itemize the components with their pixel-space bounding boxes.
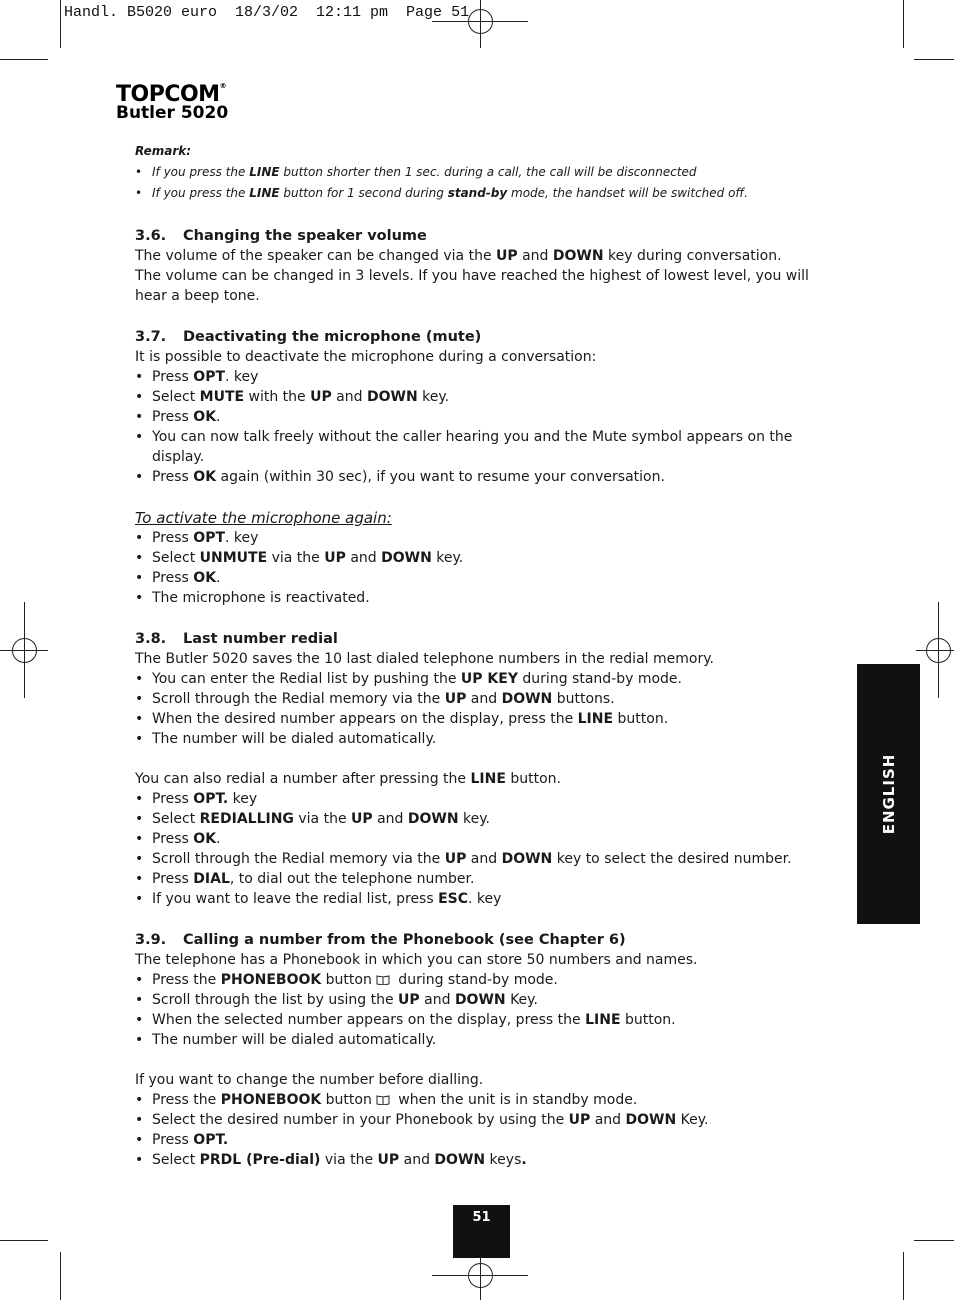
paragraph: It is possible to deactivate the microphone during a conversation: bbox=[135, 349, 597, 365]
list-item: • Scroll through the Redial memory via the UP and DOWN key to select the desired number. bbox=[135, 849, 840, 869]
paragraph: If you want to change the number before dialling. bbox=[135, 1072, 484, 1088]
paragraph: The telephone has a Phonebook in which you can store 50 numbers and names. bbox=[135, 952, 698, 968]
list-item: • Press the PHONEBOOK button when the unit is in standby mode. bbox=[135, 1090, 840, 1110]
list-item: • Press OK. bbox=[135, 407, 840, 427]
list-item: • The microphone is reactivated. bbox=[135, 588, 840, 608]
phonebook-icon bbox=[376, 1095, 390, 1105]
list-item: • Select MUTE with the UP and DOWN key. bbox=[135, 387, 840, 407]
list-item: • Scroll through the Redial memory via the UP and DOWN buttons. bbox=[135, 689, 840, 709]
list-item: • Press OPT. key bbox=[135, 789, 840, 809]
remark-item: • If you press the LINE button for 1 second during stand-by mode, the handset will be switched off. bbox=[135, 183, 840, 204]
language-tab: ENGLISH bbox=[857, 664, 920, 924]
subheading: To activate the microphone again: bbox=[135, 509, 392, 527]
list-item: • Select the desired number in your Phonebook by using the UP and DOWN Key. bbox=[135, 1110, 840, 1130]
remark-title: Remark: bbox=[135, 144, 192, 158]
list-item: • If you want to leave the redial list, press ESC. key bbox=[135, 889, 840, 909]
list-item: • The number will be dialed automatically. bbox=[135, 1030, 840, 1050]
remark-item: • If you press the LINE button shorter then 1 sec. during a call, the call will be disconnected bbox=[135, 162, 840, 183]
phonebook-icon bbox=[376, 975, 390, 985]
page-number-box bbox=[453, 1205, 510, 1258]
print-slug: Handl. B5020 euro 18/3/02 12:11 pm Page 51 bbox=[64, 4, 470, 21]
list-item: • When the selected number appears on the display, press the LINE button. bbox=[135, 1010, 840, 1030]
bullet-list bbox=[135, 789, 840, 909]
list-item: • Select UNMUTE via the UP and DOWN key. bbox=[135, 548, 840, 568]
list-item: • Press OPT. bbox=[135, 1130, 840, 1150]
list-item: • Press OPT. key bbox=[135, 367, 840, 387]
section-heading-3-7: 3.7. Deactivating the microphone (mute) bbox=[135, 329, 482, 345]
list-item: • Press DIAL, to dial out the telephone number. bbox=[135, 869, 840, 889]
section-heading-3-8: 3.8. Last number redial bbox=[135, 631, 338, 647]
list-item: • You can now talk freely without the caller hearing you and the Mute symbol appears on the display. bbox=[135, 427, 840, 467]
registration-mark bbox=[926, 638, 951, 663]
list-item: • Press the PHONEBOOK button during stand-by mode. bbox=[135, 970, 840, 990]
section-heading-3-6: 3.6. Changing the speaker volume bbox=[135, 228, 427, 244]
topcom-logo: TOPCOM® bbox=[116, 82, 227, 107]
list-item: • You can enter the Redial list by pushing the UP KEY during stand-by mode. bbox=[135, 669, 840, 689]
bullet-list bbox=[135, 528, 840, 608]
paragraph: The Butler 5020 saves the 10 last dialed telephone numbers in the redial memory. bbox=[135, 651, 714, 667]
page-content bbox=[135, 142, 840, 1170]
crop-mark bbox=[60, 1252, 61, 1300]
section-heading-3-9: 3.9. Calling a number from the Phonebook (see Chapter 6) bbox=[135, 932, 626, 948]
list-item: • Press OK. bbox=[135, 829, 840, 849]
bullet-list bbox=[135, 970, 840, 1050]
list-item: • Select REDIALLING via the UP and DOWN key. bbox=[135, 809, 840, 829]
list-item: • Scroll through the list by using the UP and DOWN Key. bbox=[135, 990, 840, 1010]
crop-mark bbox=[903, 1252, 904, 1300]
remark-list bbox=[135, 162, 840, 204]
list-item: • Select PRDL (Pre-dial) via the UP and DOWN keys. bbox=[135, 1150, 840, 1170]
list-item: • The number will be dialed automatically. bbox=[135, 729, 840, 749]
crop-mark bbox=[914, 59, 954, 60]
bullet-list bbox=[135, 1090, 840, 1170]
list-item: • When the desired number appears on the display, press the LINE button. bbox=[135, 709, 840, 729]
paragraph: You can also redial a number after pressing the LINE button. bbox=[135, 771, 561, 787]
crop-mark bbox=[0, 1240, 48, 1241]
crop-mark bbox=[903, 0, 904, 48]
crop-mark bbox=[914, 1240, 954, 1241]
paragraph: The volume of the speaker can be changed via the UP and DOWN key during conversation. bbox=[135, 248, 782, 264]
crop-mark bbox=[0, 59, 48, 60]
registration-mark bbox=[468, 9, 493, 34]
registration-mark bbox=[12, 638, 37, 663]
list-item: • Press OK. bbox=[135, 568, 840, 588]
bullet-list bbox=[135, 669, 840, 749]
registration-mark bbox=[468, 1263, 493, 1288]
paragraph: The volume can be changed in 3 levels. If you have reached the highest of lowest level, you will hear a beep tone. bbox=[135, 268, 809, 304]
page-number: 51 bbox=[472, 1210, 491, 1225]
model-name: Butler 5020 bbox=[116, 103, 229, 123]
crop-mark bbox=[60, 0, 61, 48]
list-item: • Press OK again (within 30 sec), if you want to resume your conversation. bbox=[135, 467, 840, 487]
bullet-list bbox=[135, 367, 840, 487]
list-item: • Press OPT. key bbox=[135, 528, 840, 548]
